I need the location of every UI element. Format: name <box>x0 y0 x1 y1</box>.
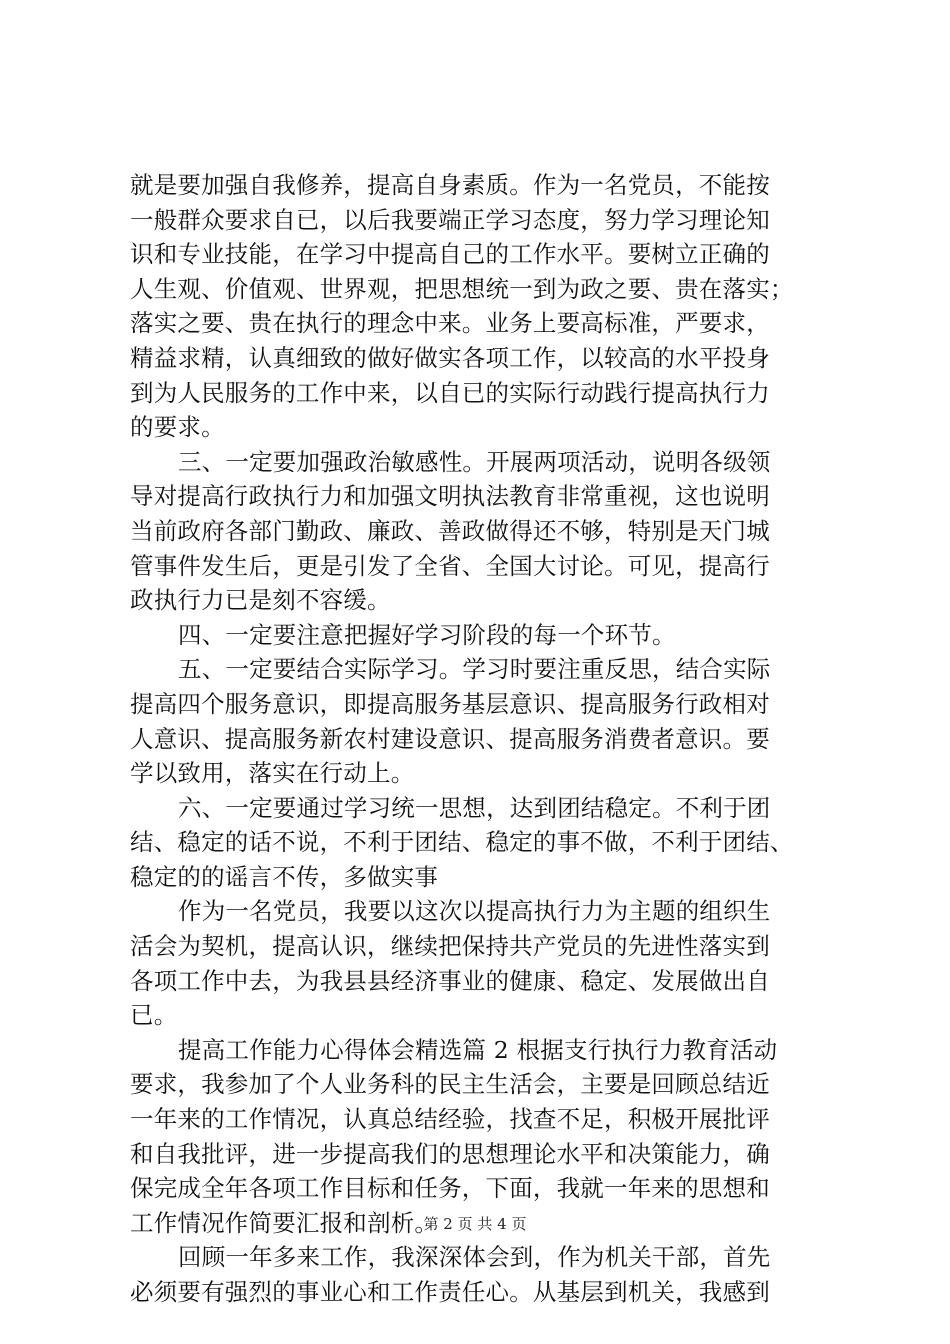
text-line: 必须要有强烈的事业心和工作责任心。从基层到机关，我感到 <box>130 1278 770 1306</box>
text-line: 作为一名党员，我要以这次以提高执行力为主题的组织生 <box>178 897 771 926</box>
text-line: 各项工作中去，为我县县经济事业的健康、稳定、发展做出自 <box>130 966 770 995</box>
text-line: 识和专业技能，在学习中提高自己的工作水平。要树立正确的 <box>130 240 770 269</box>
text-line: 学以致用，落实在行动上。 <box>130 759 415 788</box>
page-footer: 第 2 页 共 4 页 <box>423 1215 527 1233</box>
body-text <box>130 168 830 1310</box>
text-line: 要求，我参加了个人业务科的民主生活会，主要是回顾总结近 <box>130 1070 770 1099</box>
text-line: 提高工作能力心得体会精选篇 2 根据支行执行力教育活动 <box>178 1035 778 1064</box>
text-line: 保完成全年各项工作目标和任务，下面，我就一年来的思想和 <box>130 1174 770 1203</box>
text-line: 管事件发生后，更是引发了全省、全国大讨论。可见，提高行 <box>130 551 770 580</box>
text-line: 三、一定要加强政治敏感性。开展两项活动，说明各级领 <box>178 447 771 476</box>
text-line: 精益求精，认真细致的做好做实各项工作，以较高的水平投身 <box>130 343 770 372</box>
text-line: 的要求。 <box>130 413 225 442</box>
text-line: 人生观、价值观、世界观，把思想统一到为政之要、贵在落实； <box>130 274 794 303</box>
text-line: 人意识、提高服务新农村建设意识、提高服务消费者意识。要 <box>130 724 770 753</box>
text-line: 当前政府各部门勤政、廉政、善政做得还不够，特别是天门城 <box>130 516 770 545</box>
text-line: 结、稳定的话不说，不利于团结、稳定的事不做，不利于团结、 <box>130 828 794 857</box>
text-line: 活会为契机，提高认识，继续把保持共产党员的先进性落实到 <box>130 932 770 961</box>
text-line: 工作情况作简要汇报和剖析。 <box>130 1208 439 1237</box>
text-line: 已。 <box>130 1001 178 1030</box>
text-line: 落实之要、贵在执行的理念中来。业务上要高标准，严要求， <box>130 309 770 338</box>
text-line: 政执行力已是刻不容缓。 <box>130 586 391 615</box>
text-line: 一般群众要求自已，以后我要端正学习态度，努力学习理论知 <box>130 205 770 234</box>
text-line: 稳定的的谣言不传，多做实事 <box>130 862 439 891</box>
text-line: 到为人民服务的工作中来，以自已的实际行动践行提高执行力 <box>130 378 770 407</box>
text-line: 五、一定要结合实际学习。学习时要注重反思，结合实际 <box>178 655 771 684</box>
text-line: 一年来的工作情况，认真总结经验，找查不足，积极开展批评 <box>130 1105 770 1134</box>
text-line: 回顾一年多来工作，我深深体会到，作为机关干部，首先 <box>178 1243 771 1272</box>
text-line: 六、一定要通过学习统一思想，达到团结稳定。不利于团 <box>178 793 771 822</box>
text-line: 就是要加强自我修养，提高自身素质。作为一名党员，不能按 <box>130 171 770 199</box>
text-line: 提高四个服务意识，即提高服务基层意识、提高服务行政相对 <box>130 689 770 718</box>
text-line: 和自我批评，进一步提高我们的思想理论水平和决策能力，确 <box>130 1139 770 1168</box>
text-line: 导对提高行政执行力和加强文明执法教育非常重视，这也说明 <box>130 482 770 511</box>
text-line: 四、一定要注意把握好学习阶段的每一个环节。 <box>178 620 676 649</box>
